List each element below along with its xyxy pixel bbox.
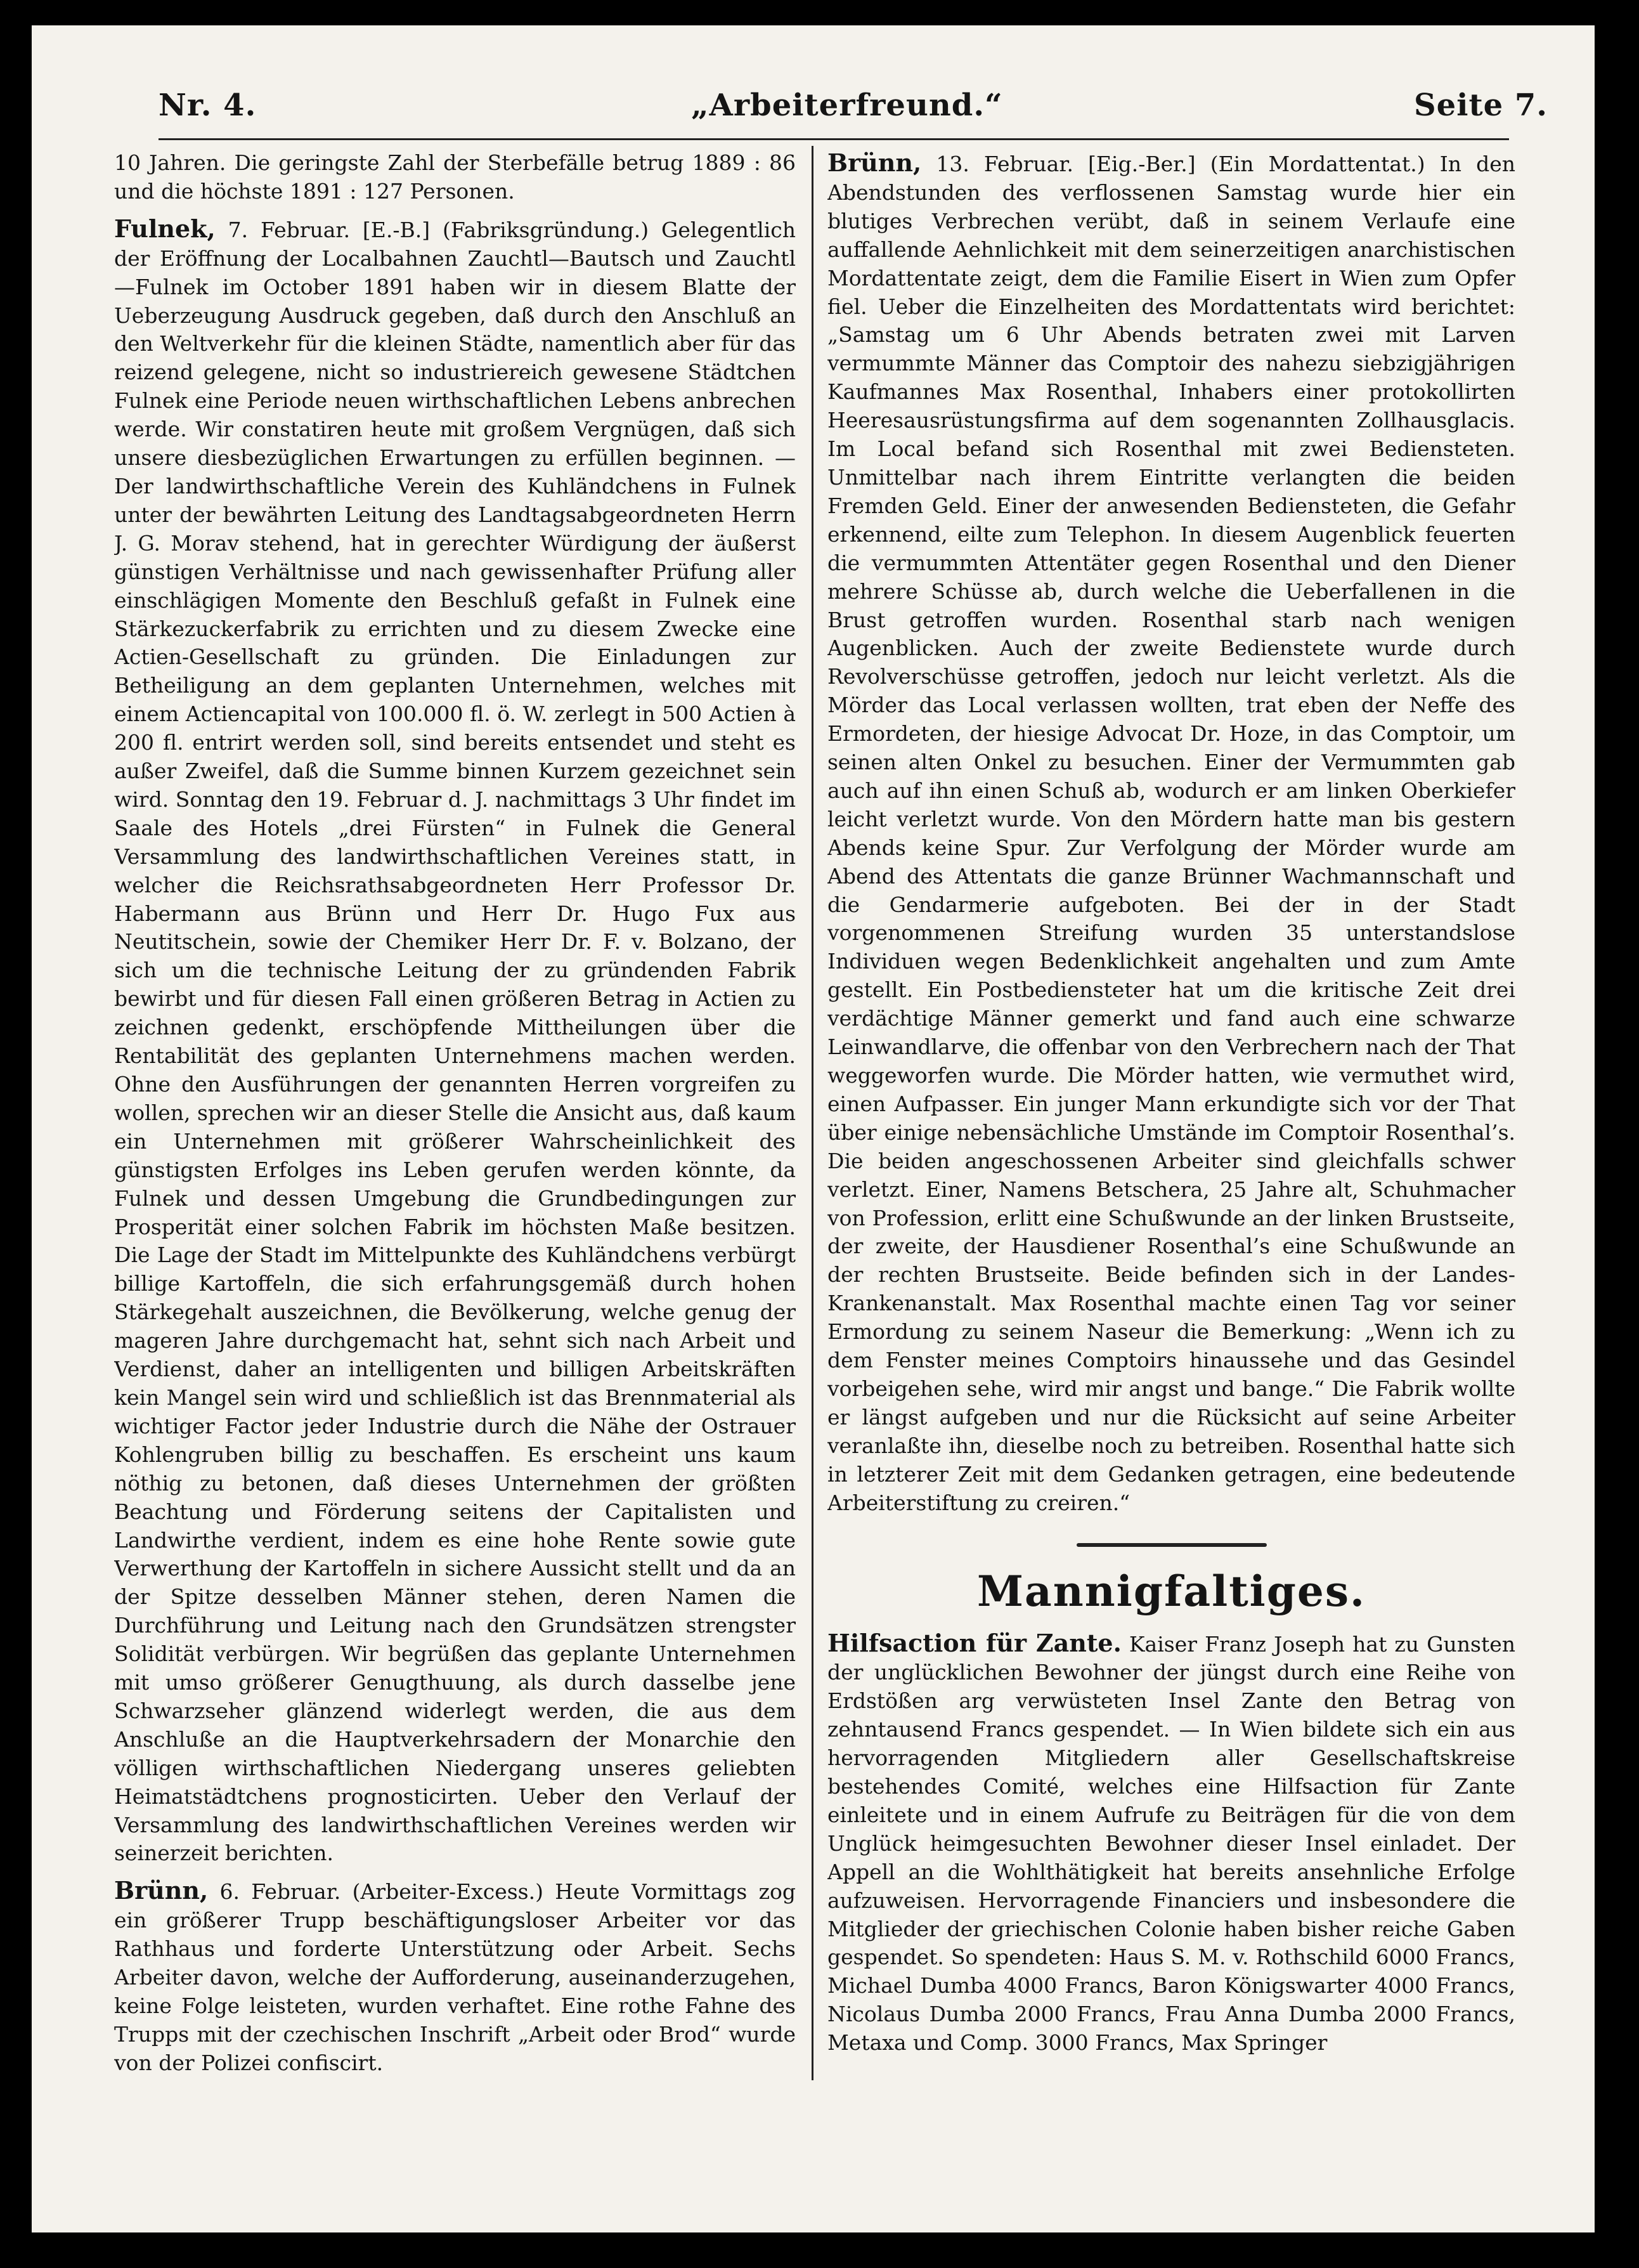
left-column xyxy=(114,149,796,2191)
article-fulnek xyxy=(114,215,796,1868)
section-title: Mannigfaltiges. xyxy=(976,1566,1366,1616)
header-rule xyxy=(159,138,1509,140)
dateline-bruenn-2: Brünn, xyxy=(827,149,922,177)
dateline-bruenn-1: Brünn, xyxy=(114,1876,209,1905)
article-continued: 10 Jahren. Die geringste Zahl der Sterbefälle betrug 1889 : 86 und die höchste 1891 : 127 Personen. xyxy=(114,150,796,204)
article-bruenn-excess-body: 6. Februar. (Arbeiter-Excess.) Heute Vormittags zog ein größerer Trupp beschäftigungsloser Arbeiter vor das Rathhaus und forderte Unterstützung oder Arbeit. Sechs Arbeiter davon, welche der Aufforderung, auseinanderzugehen, keine Folge leisteten, wurden verhaftet. Eine rothe Fahne des Trupps mit der czechischen Inschrift „Arbeit oder Brod“ wurde von der Polizei confiscirt. xyxy=(114,1879,796,2075)
column-divider xyxy=(812,146,813,2080)
dateline-fulnek: Fulnek, xyxy=(114,214,216,243)
article-zante xyxy=(827,1629,1515,2058)
article-zante-body: Kaiser Franz Joseph hat zu Gunsten der unglücklichen Bewohner der jüngst durch eine Reihe von Erdstößen arg verwüsteten Insel Zante den Betrag von zehntausend Francs gespendet. — In Wien bildete sich ein aus hervorragenden Mitgliedern aller Gesellschaftskreise bestehendes Comité, welches eine Hilfsaction für Zante einleitete und in einem Aufrufe zu Beiträgen für die von dem Unglück heimgesuchten Bewohner dieser Insel einladet. Der Appell an die Wohlthätigkeit hat bereits ansehnliche Erfolge aufzuweisen. Hervorragende Financiers und insbesondere die Mitglieder der griechischen Colonie haben bisher reiche Gaben gespendet. So spendeten: Haus S. M. v. Rothschild 6000 Francs, Michael Dumba 4000 Francs, Baron Königswarter 4000 Francs, Nicolaus Dumba 2000 Francs, Frau Anna Dumba 2000 Francs, Metaxa und Comp. 3000 Francs, Max Springer xyxy=(827,1631,1515,2056)
article-bruenn-excess xyxy=(114,1877,796,2077)
issue-number: Nr. 4. xyxy=(159,88,257,123)
page-header xyxy=(32,25,1595,121)
newspaper-page xyxy=(32,25,1595,2232)
newspaper-title: „Arbeiterfreund.“ xyxy=(691,88,1003,123)
article-fulnek-body: 7. Februar. [E.-B.] (Fabriksgründung.) Gelegentlich der Eröffnung der Localbahnen Zauchtl—Bautsch und Zauchtl—Fulnek im October 1891 haben wir in diesem Blatte der Ueberzeugung Ausdruck gegeben, daß durch den Anschluß an den Weltverkehr für die kleinen Städte, namentlich aber für das reizend gelegene, nicht so industriereich gewesene Städtchen Fulnek eine Periode neuen wirthschaftlichen Lebens anbrechen werde. Wir constatiren heute mit großem Vergnügen, daß sich unsere diesbezüglichen Erwartungen zu erfüllen beginnen. — Der landwirthschaftliche Verein des Kuhländchens in Fulnek unter der bewährten Leitung des Landtagsabgeordneten Herrn J. G. Morav stehend, hat in gerechter Würdigung der äußerst günstigen Verhältnisse und nach gewissenhafter Prüfung aller einschlägigen Momente den Beschluß gefaßt in Fulnek eine Stärkezuckerfabrik zu errichten und zu diesem Zwecke eine Actien-Gesellschaft zu gründen. Die Einladungen zur Betheiligung an dem geplanten Unternehmen, welches mit einem Actiencapital von 100.000 fl. ö. W. zerlegt in 500 Actien à 200 fl. entrirt werden soll, sind bereits entsendet und steht es außer Zweifel, daß die Summe binnen Kurzem gezeichnet sein wird. Sonntag den 19. Februar d. J. nachmittags 3 Uhr findet im Saale des Hotels „drei Fürsten“ in Fulnek die General Versammlung des landwirthschaftlichen Vereines statt, in welcher die Reichsrathsabgeordneten Herr Professor Dr. Habermann aus Brünn und Herr Dr. Hugo Fux aus Neutitschein, sowie der Chemiker Herr Dr. F. v. Bolzano, der sich um die technische Leitung der zu gründenden Fabrik bewirbt und für diesen Fall einen größeren Betrag in Actien zu zeichnen gedenkt, erschöpfende Mittheilungen über die Rentabilität des geplanten Unternehmens machen werden. Ohne den Ausführungen der genannten Herren vorgreifen zu wollen, sprechen wir an dieser Stelle die Ansicht aus, daß kaum ein Unternehmen mit größerer Wahrscheinlichkeit des günstigsten Erfolges ins Leben gerufen werden könnte, da Fulnek und dessen Umgebung die Grundbedingungen zur Prosperität einer solchen Fabrik im höchsten Maße besitzen. Die Lage der Stadt im Mittelpunkte des Kuhländchens verbürgt billige Kartoffeln, die sich erfahrungsgemäß durch hohen Stärkegehalt auszeichnen, die Bevölkerung, welche genug der mageren Jahre durchgemacht hat, sehnt sich nach Arbeit und Verdienst, daher an intelligenten und billigen Arbeitskräften kein Mangel sein wird und schließlich ist das Brennmaterial als wichtiger Factor jeder Industrie durch die Nähe der Ostrauer Kohlengruben billig zu beschaffen. Es erscheint uns kaum nöthig zu betonen, daß dieses Unternehmen der größten Beachtung und Förderung seitens der Capitalisten und Landwirthe verdient, indem es eine hohe Rente sowie gute Verwerthung der Kartoffeln in sichere Aussicht stellt und da an der Spitze desselben Männer stehen, deren Namen die Durchführung und Leitung nach den Grundsätzen strengster Solidität verbürgen. Wir begrüßen das geplante Unternehmen mit umso größerer Genugthuung, als durch dasselbe jene Schwarzseher glänzend widerlegt werden, die aus dem Anschluße an die Hauptverkehrsadern der Monarchie den völligen wirthschaftlichen Niedergang unseres geliebten Heimatstädtchens prognosticirten. Ueber den Verlauf der Versammlung des landwirthschaftlichen Vereines werden wir seinerzeit berichten. xyxy=(114,217,796,1866)
section-ornament xyxy=(1077,1543,1267,1547)
right-column xyxy=(827,149,1515,2191)
article-bruenn-attentat xyxy=(827,149,1515,1518)
page-number: Seite 7. xyxy=(1414,88,1548,123)
article-zante-head: Hilfsaction für Zante. xyxy=(827,1628,1122,1657)
article-bruenn-attentat-body: 13. Februar. [Eig.-Ber.] (Ein Mordattentat.) In den Abendstunden des verflossenen Samstag wurde hier ein blutiges Verbrechen verübt, daß in seinem Verlaufe eine auffallende Aehnlichkeit mit dem seinerzeitigen anarchistischen Mordattentate zeigt, dem die Familie Eisert in Wien zum Opfer fiel. Ueber die Einzelheiten des Mordattentats wird berichtet: „Samstag um 6 Uhr Abends betraten zwei mit Larven vermummte Männer das Comptoir des nahezu siebzigjährigen Kaufmannes Max Rosenthal, Inhabers einer protokollirten Heeresausrüstungsfirma auf dem sogenannten Zollhausglacis. Im Local befand sich Rosenthal mit zwei Bediensteten. Unmittelbar nach ihrem Eintritte verlangten die beiden Fremden Geld. Einer der anwesenden Bediensteten, die Gefahr erkennend, eilte zum Telephon. In diesem Augenblick feuerten die vermummten Attentäter gegen Rosenthal und den Diener mehrere Schüsse ab, durch welche die Ueberfallenen in die Brust getroffen wurden. Rosenthal starb nach wenigen Augenblicken. Auch der zweite Bedienstete wurde durch Revolverschüsse getroffen, jedoch nur leicht verletzt. Als die Mörder das Local verlassen wollten, trat eben der Neffe des Ermordeten, der hiesige Advocat Dr. Hoze, in das Comptoir, um seinen alten Onkel zu besuchen. Einer der Vermummten gab auch auf ihn einen Schuß ab, wodurch er am linken Oberkiefer leicht verletzt wurde. Von den Mördern hatte man bis gestern Abends keine Spur. Zur Verfolgung der Mörder wurde am Abend des Attentats die ganze Brünner Wachmannschaft und die Gendarmerie aufgeboten. Bei der in der Stadt vorgenommenen Streifung wurden 35 unterstandslose Individuen wegen Bedenklichkeit angehalten und zum Amte gestellt. Ein Postbediensteter hat um die kritische Zeit drei verdächtige Männer gemerkt und fand auch eine schwarze Leinwandlarve, die offenbar von den Verbrechern nach der That weggeworfen wurde. Die Mörder hatten, wie vermuthet wird, einen Aufpasser. Ein junger Mann erkundigte sich vor der That über einige nebensächliche Umstände im Comptoir Rosenthal’s. Die beiden angeschossenen Arbeiter sind gleichfalls schwer verletzt. Einer, Namens Betschera, 25 Jahre alt, Schuhmacher von Profession, erlitt eine Schußwunde an der linken Brustseite, der zweite, der Hausdiener Rosenthal’s eine Schußwunde an der rechten Brustseite. Beide befinden sich in der Landes-Krankenanstalt. Max Rosenthal machte einen Tag vor seiner Ermordung zu seinem Naseur die Bemerkung: „Wenn ich zu dem Fenster meines Comptoirs hinaussehe und das Gesindel vorbeigehen sehe, wird mir angst und bange.“ Die Fabrik wollte er längst aufgeben und nur die Rücksicht auf seine Arbeiter veranlaßte ihn, dieselbe noch zu betreiben. Rosenthal hatte sich in letzterer Zeit mit dem Gedanken getragen, eine bedeutende Arbeiterstiftung zu creiren.“ xyxy=(827,152,1515,1515)
